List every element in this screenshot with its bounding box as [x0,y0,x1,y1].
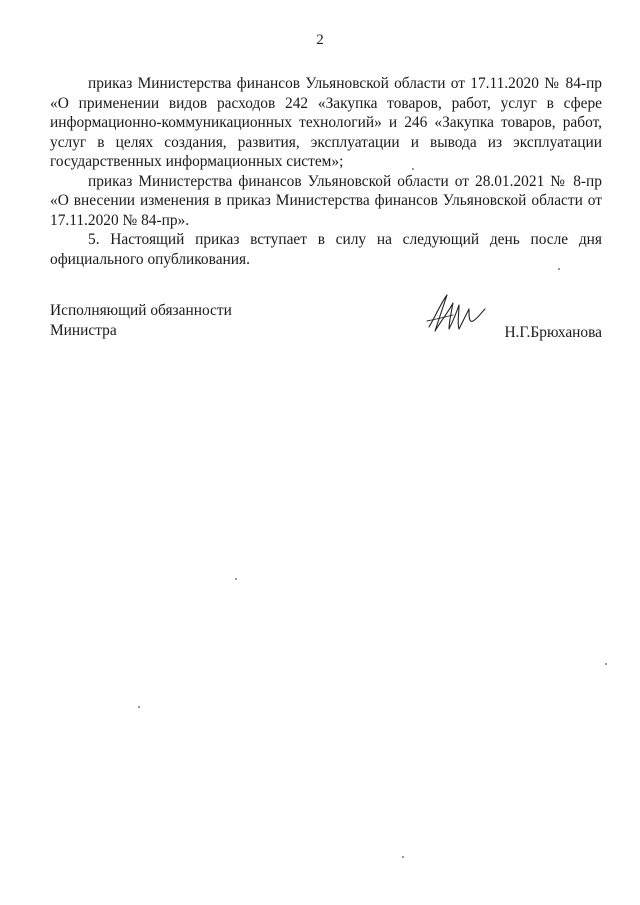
paragraph-order-84: приказ Министерства финансов Ульяновской области от 17.11.2020 № 84-пр «О применении видов расходов 242 «Закупка товаров, работ, услуг в сфере информационно-коммуникационных технологий» и 246 «Закупка товаров, работ, услуг в целях создания, развития, эксплуатации и вывода из эксплуатации государственных информационных систем»; [50,75,602,170]
document-body [50,74,602,269]
scan-speck [412,168,414,170]
paragraph-effective-date: 5. Настоящий приказ вступает в силу на следующий день после дня официального опубликования. [50,231,602,268]
page-number: 2 [316,32,324,48]
scan-speck [558,268,560,270]
signatory-name: Н.Г.Брюханова [504,324,602,341]
handwritten-signature-icon [423,291,489,339]
signature-block [50,301,602,351]
scan-speck [235,578,237,580]
paragraph-order-8: приказ Министерства финансов Ульяновской области от 28.01.2021 № 8-пр «О внесении изменения в приказ Министерства финансов Ульяновской области от 17.11.2020 № 84-пр». [50,172,602,229]
signatory-title-line2: Министра [50,322,117,339]
scan-speck [138,706,140,708]
scan-speck [605,663,607,665]
scan-speck [402,856,404,858]
signatory-title-line1: Исполняющий обязанности [50,302,232,319]
